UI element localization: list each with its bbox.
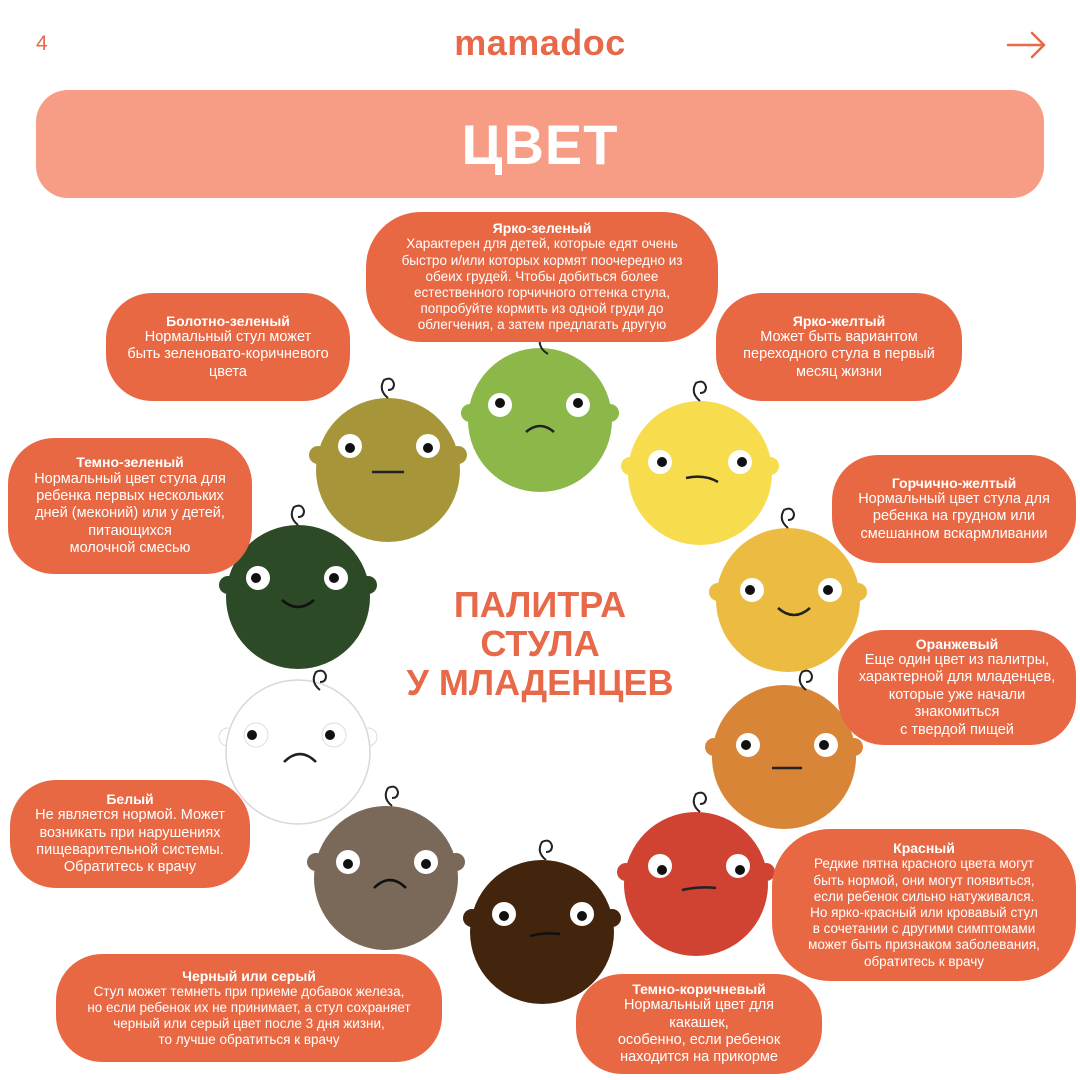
bubble-title: Болотно-зеленый	[166, 312, 290, 329]
page-number: 4	[36, 32, 48, 55]
bubble-text: Характерен для детей, которые едят очень быстро и/или которых кормят поочередно из обеих грудей. Чтобы добиться более естественного горчичного оттенка стула, попробуйте кормить из одной груди до облегчения, а затем предлагать другую	[401, 236, 683, 333]
palette-title-line-2: СТУЛА	[480, 622, 600, 664]
brand-logo: mamadoc	[454, 22, 626, 63]
face-bright-yellow	[621, 382, 779, 545]
bubble-text: Стул может темнеть при приеме добавок железа, но если ребенок их не принимает, а стул сохраняет черный или серый цвет после 3 дня жизни, то лучше обратиться к врачу	[87, 983, 411, 1048]
banner-title: ЦВЕТ	[461, 112, 619, 176]
palette-title-line-1: ПАЛИТРА	[453, 584, 627, 625]
bubble-text: Нормальный стул может быть зеленовато-коричневого цвета	[127, 328, 329, 380]
bubble-title: Белый	[106, 791, 154, 808]
bubble-title: Ярко-желтый	[792, 312, 886, 329]
bubble-white	[10, 780, 250, 888]
bubble-text: Нормальный цвет стула для ребенка первых нескольких дней (меконий) или у детей, питающихся молочной смесью	[34, 470, 226, 557]
bubble-text: Еще один цвет из палитры, характерной для младенцев, которые уже начали знакомиться с твердой пищей	[858, 652, 1056, 738]
palette-title	[380, 586, 700, 703]
bubble-title: Ярко-зеленый	[492, 220, 592, 237]
face-swamp-green	[309, 379, 467, 542]
bubble-dark-green	[8, 438, 252, 574]
bubble-dark-brown	[576, 974, 822, 1074]
bubble-title: Красный	[893, 840, 955, 857]
bubble-black-gray	[56, 954, 442, 1062]
bubble-title: Черный или серый	[182, 967, 316, 984]
face-black	[463, 841, 621, 1004]
bubble-bright-yellow	[716, 293, 962, 401]
face-bright-green	[461, 338, 619, 492]
bubble-orange	[838, 630, 1076, 745]
bubble-text: Нормальный цвет стула для ребенка на грудном или смешанном вскармливании	[858, 490, 1050, 542]
bubble-bright-green	[366, 212, 718, 342]
bubble-text: Нормальный цвет для какашек, особенно, если ребенок находится на прикорме	[617, 997, 781, 1066]
bubble-title: Темно-зеленый	[76, 454, 184, 471]
palette-title-line-3: У МЛАДЕНЦЕВ	[406, 661, 674, 703]
bubble-title: Темно-коричневый	[632, 981, 766, 998]
bubble-text: Не является нормой. Может возникать при нарушениях пищеварительной системы. Обратитесь к врачу	[35, 807, 225, 876]
bubble-swamp-green	[106, 293, 350, 401]
bubble-text: Редкие пятна красного цвета могут быть нормой, они могут появиться, если ребенок сильно натуживался. Но ярко-красный или кровавый стул в сочетании с другими симптомами может быть признаком заболевания, обратитесь к врачу	[808, 856, 1040, 969]
bubble-text: Может быть вариантом переходного стула в первый месяц жизни	[743, 328, 935, 380]
bubble-red	[772, 829, 1076, 981]
bubble-title: Горчично-желтый	[891, 474, 1017, 491]
bubble-mustard-yellow	[832, 455, 1076, 563]
bubble-title: Оранжевый	[915, 635, 999, 652]
